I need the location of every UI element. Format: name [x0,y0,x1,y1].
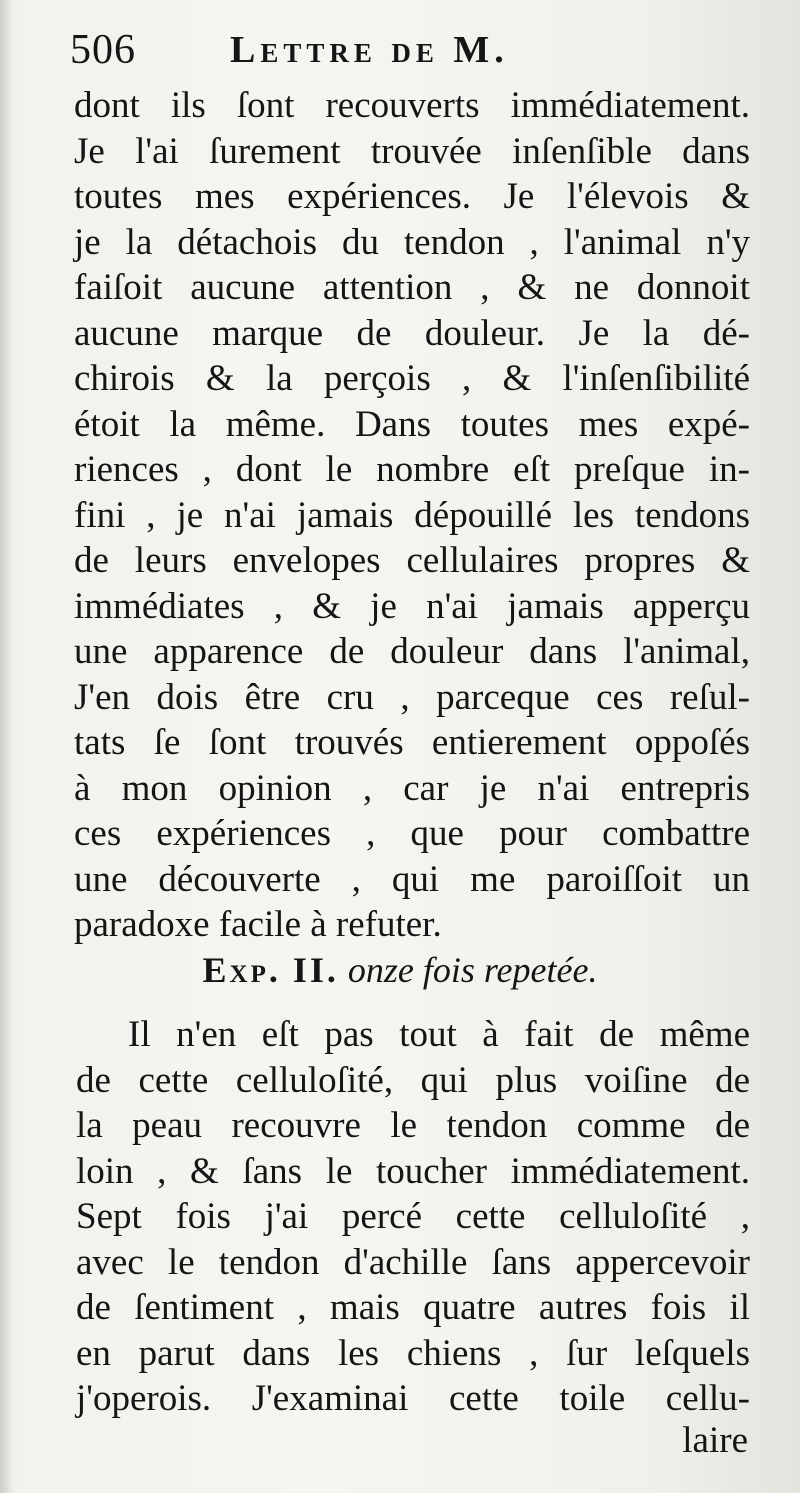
text-line: riences , dont le nombre eſt preſque in- [74,449,750,490]
text-line: de leurs envelopes cellulaires propres & [74,540,750,581]
section-heading [0,945,800,995]
page-binding-shadow [0,0,14,1493]
text-line: paradoxe facile à refuter. [74,904,442,945]
text-line: immédiates , & je n'ai jamais apperçu [74,585,750,627]
text-line: ces expériences , que pour combattre [74,813,750,854]
text-line: une apparence de douleur dans l'animal, [74,631,750,672]
catchword: laire [682,1420,748,1461]
text-line: la peau recouvre le tendon comme de [76,1105,750,1146]
running-head: Lettre de M. [230,29,509,71]
text-line: avec le tendon d'achille ſans appercevoir [76,1241,750,1283]
text-line: de cette celluloſité, qui plus voiſine de [76,1059,750,1101]
text-line: loin , & ſans le toucher immédiatement. [76,1150,750,1192]
text-line: Il n'en eſt pas tout à fait de même [128,1014,750,1055]
paragraph-1 [74,83,750,948]
text-line: une découverte , qui me paroiſſoit un [74,858,750,900]
experiment-note: onze fois repetée. [347,950,598,990]
text-line: je la détachois du tendon , l'animal n'y [74,221,750,263]
text-line: étoit la même. Dans toutes mes expé- [74,403,750,445]
text-line: chirois & la perçois , & l'inſenſibilité [74,358,750,399]
text-line: tats ſe ſont trouvés entierement oppoſés [74,722,750,763]
text-line: toutes mes expériences. Je l'élevois & [74,176,750,217]
page-number: 506 [70,27,136,73]
text-line: fini , je n'ai jamais dépouillé les tendons [74,494,750,536]
text-line: J'en dois être cru , parceque ces reſul- [74,676,750,718]
experiment-label: Exp. II. [202,950,339,990]
text-line: j'operois. J'examinai cette toile cellu- [76,1378,750,1419]
text-line: de ſentiment , mais quatre autres fois il [76,1287,750,1328]
paragraph-2 [76,1012,750,1422]
text-line: dont ils ſont recouverts immédiatement. [74,85,750,126]
text-line: en parut dans les chiens , ſur leſquels [76,1332,750,1374]
page-header [70,22,750,78]
text-line: faiſoit aucune attention , & ne donnoit [74,267,750,308]
text-line: Je l'ai ſurement trouvée inſenſible dans [74,130,750,172]
text-line: aucune marque de douleur. Je la dé- [74,312,750,354]
text-line: à mon opinion , car je n'ai entrepris [74,767,750,809]
text-line: Sept fois j'ai percé cette celluloſité , [76,1196,750,1237]
